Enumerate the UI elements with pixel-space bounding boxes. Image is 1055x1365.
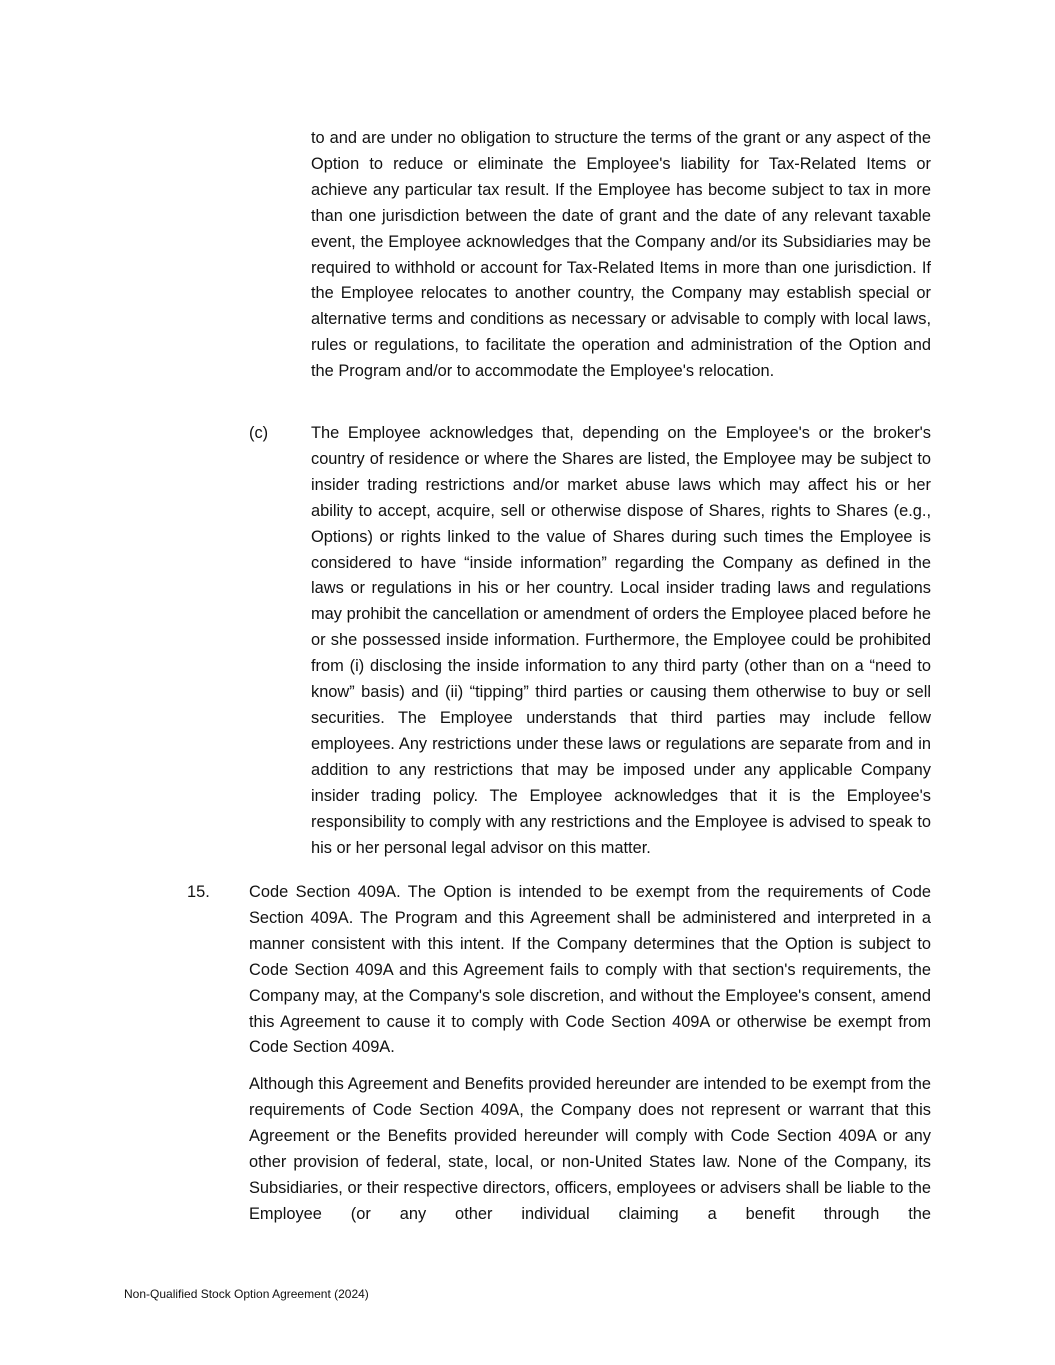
section-15-second-paragraph: Although this Agreement and Benefits provided hereunder are intended to be exempt from the requirements of Code Section 409A, the Company does not represent or warrant that this Agreement or the Benefits provided hereunder will comply with Code Section 409A or any other provision of federal, state, local, or non-United States law. None of the Company, its Subsidiaries, or their respective directors, officers, employees or advisers shall be liable to the Employee (or any other individual claiming a benefit through the — [249, 1075, 931, 1223]
section-15-number: 15. — [187, 883, 210, 901]
continuation-paragraph: to and are under no obligation to structure the terms of the grant or any aspect of the Option to reduce or eliminate the Employee's liability for Tax-Related Items or achieve any particular tax result. If the Employee has become subject to tax in more than one jurisdiction between the date of grant and the date of any relevant taxable event, the Employee acknowledges that the Company and/or its Subsidiaries may be required to withhold or account for Tax-Related Items in more than one jurisdiction. If the Employee relocates to another country, the Company may establish special or alternative terms and conditions as necessary or advisable to comply with local laws, rules or regulations, to facilitate the operation and administration of the Option and the Program and/or to accommodate the Employee's relocation. — [311, 129, 931, 381]
document-footer: Non-Qualified Stock Option Agreement (2024) — [124, 1287, 369, 1301]
section-15-text: Code Section 409A. The Option is intended to be exempt from the requirements of Code Section 409A. The Program and this Agreement shall be administered and interpreted in a manner consistent with this intent. If the Company determines that the Option is subject to Code Section 409A and this Agreement fails to comply with that section's requirements, the Company may, at the Company's sole discretion, and without the Employee's consent, amend this Agreement to cause it to comply with Code Section 409A or otherwise be exempt from Code Section 409A. — [249, 883, 931, 1057]
subsection-c-label: (c) — [249, 424, 269, 442]
subsection-c-text: The Employee acknowledges that, depending on the Employee's or the broker's country of residence or where the Shares are listed, the Employee may be subject to insider trading restrictions and/or market abuse laws which may affect his or her ability to accept, acquire, sell or otherwise dispose of Shares, rights to Shares (e.g., Options) or rights linked to the value of Shares during such times the Employee is considered to have “inside information” regarding the Company as defined in the laws or regulations in his or her country. Local insider trading laws and regulations may prohibit the cancellation or amendment of orders the Employee placed before he or she possessed inside information. Furthermore, the Employee could be prohibited from (i) disclosing the inside information to any third party (other than on a “need to know” basis) and (ii) “tipping” third parties or causing them otherwise to buy or sell securities. The Employee understands that third parties may include fellow employees. Any restrictions under these laws or regulations are separate from and in addition to any restrictions that may be imposed under any applicable Company insider trading policy. The Employee acknowledges that it is the Employee's responsibility to comply with any restrictions and the Employee is advised to speak to his or her personal legal advisor on this matter. — [311, 424, 931, 857]
